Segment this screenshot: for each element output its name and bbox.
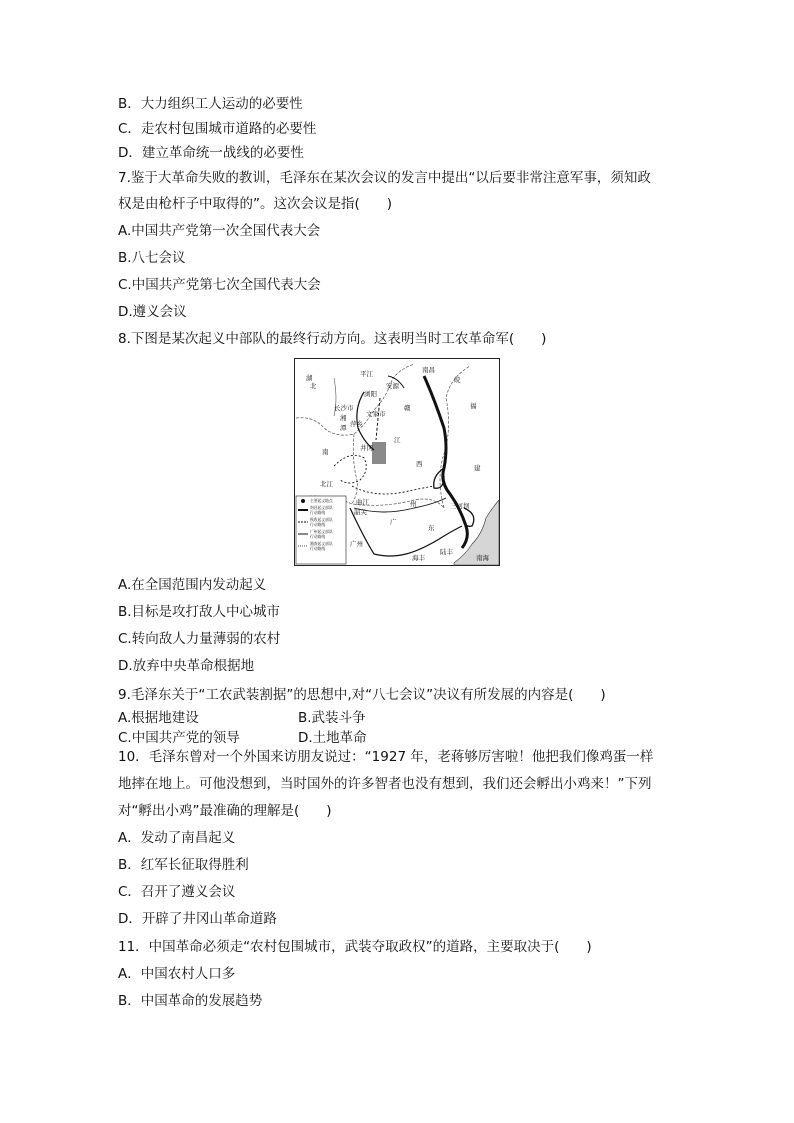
jinggangshan-area	[372, 442, 386, 464]
q9-option-a: A.根据地建设	[118, 710, 199, 726]
q8-option-c: C.转向敌人力量薄弱的农村	[118, 631, 281, 647]
legend-label-3: 秋收起义部队	[310, 517, 333, 522]
legend-label-2: 行动路线	[310, 510, 326, 515]
map-label-bei: 北	[310, 382, 317, 390]
map-label-wenjia: 文家市	[366, 410, 386, 418]
q10-stem-line2: 地摔在地上。可他没想到，当时国外的许多智者也没有想到，我们还会孵出小鸡来！”下列	[118, 776, 652, 792]
q9-option-d: D.土地革命	[298, 730, 367, 746]
map-label-lufeng: 陆丰	[440, 548, 453, 556]
legend-label-8: 行动路线	[310, 546, 326, 551]
map-label-nanhai: 南海	[476, 554, 489, 562]
q10-stem-line1: 10．毛泽东曾对一个外国来访朋友说过：“1927 年，老蒋够厉害啦！他把我们像鸡蛋一样	[118, 749, 654, 765]
map-label-pingxiang: 萍乡	[350, 420, 363, 428]
map-label-xiang: 湘	[340, 414, 347, 422]
q10-option-d: D．开辟了井冈山革命道路	[118, 911, 277, 927]
map-label-jinggang: 井冈	[360, 444, 373, 452]
map-label-gan: 赣	[404, 404, 411, 412]
q10-stem-line3: 对“孵出小鸡”最准确的理解是( )	[118, 803, 332, 819]
legend-label-7: 湘南起义部队	[310, 541, 333, 546]
q7-option-b: B.八七会议	[118, 250, 186, 266]
q6-option-c: C．走农村包围城市道路的必要性	[118, 121, 317, 137]
map-label-guang: 广	[390, 518, 397, 526]
legend-label-6: 行动路线	[310, 534, 326, 539]
map-label-fu: 福	[470, 402, 477, 410]
map-label-yi: 皖	[454, 376, 461, 384]
map-label-beijiang: 北江	[320, 480, 333, 488]
q8-option-b: B.目标是攻打敌人中心城市	[118, 604, 281, 620]
q8-option-a: A.在全国范围内发动起义	[118, 577, 267, 593]
map-legend	[296, 496, 346, 564]
legend-label-1: 南昌起义部队	[310, 505, 333, 510]
q10-option-c: C．召开了遵义会议	[118, 884, 236, 900]
q11-stem: 11．中国革命必须走“农村包围城市，武装夺取政权”的道路，主要取决于( )	[118, 939, 592, 955]
map-label-dong: 东	[428, 524, 435, 532]
q7-option-d: D.遵义会议	[118, 304, 187, 320]
q10-option-a: A．发动了南昌起义	[118, 830, 236, 846]
uprising-route-map	[294, 358, 500, 566]
q9-option-b: B.武装斗争	[298, 710, 366, 726]
legend-label-4: 行动路线	[310, 522, 326, 527]
map-label-guangzhou: 广州	[350, 540, 363, 548]
map-label-anyuan: 安源	[386, 382, 399, 390]
q7-option-a: A.中国共产党第一次全国代表大会	[118, 223, 321, 239]
legend-label-0: 主要起义地点	[310, 498, 333, 503]
map-label-qujiang: 曲江	[356, 498, 369, 506]
map-label-huzhou: 州	[410, 500, 417, 508]
q10-option-b: B．红军长征取得胜利	[118, 857, 249, 873]
q7-option-c: C.中国共产党第七次全国代表大会	[118, 277, 321, 293]
map-label-jian: 建	[474, 464, 481, 472]
map-label-nanchang: 南昌	[422, 366, 435, 374]
map-label-xi: 西	[416, 460, 423, 468]
map-label-nan: 南	[322, 448, 329, 456]
q7-stem-line1: 7.鉴于大革命失败的教训，毛泽东在某次会议的发言中提出“以后要非常注意军事，须知政	[118, 170, 651, 186]
q8-option-d: D.放弃中央革命根据地	[118, 658, 255, 674]
map-label-tan: 潭	[340, 424, 347, 432]
q9-option-c: C.中国共产党的领导	[118, 730, 240, 746]
legend-label-5: 广州起义部队	[310, 529, 333, 534]
map-label-changsha: 长沙市	[334, 404, 354, 412]
map-label-shaoguan: 韶关	[354, 508, 367, 516]
q11-option-b: B．中国革命的发展趋势	[118, 993, 263, 1009]
q6-option-b: B．大力组织工人运动的必要性	[118, 96, 303, 112]
q6-option-d: D．建立革命统一战线的必要性	[118, 145, 304, 161]
map-label-sanhe: 三河坝	[450, 502, 470, 510]
q9-stem: 9.毛泽东关于“工农武装割据”的思想中,对“八七会议”决议有所发展的内容是( )	[118, 687, 606, 703]
q7-stem-line2: 权是由枪杆子中取得的”。这次会议是指( )	[118, 196, 393, 212]
map-label-liuyang: 浏阳	[364, 390, 377, 398]
map-label-pingjiang: 平江	[360, 370, 373, 378]
map-label-hu: 湖	[306, 374, 313, 382]
q11-option-a: A．中国农村人口多	[118, 966, 236, 982]
q8-stem: 8.下图是某次起义中部队的最终行动方向。这表明当时工农革命军( )	[118, 331, 547, 347]
map-label-jiang: 江	[394, 436, 401, 444]
map-label-haifeng: 海丰	[412, 554, 425, 562]
